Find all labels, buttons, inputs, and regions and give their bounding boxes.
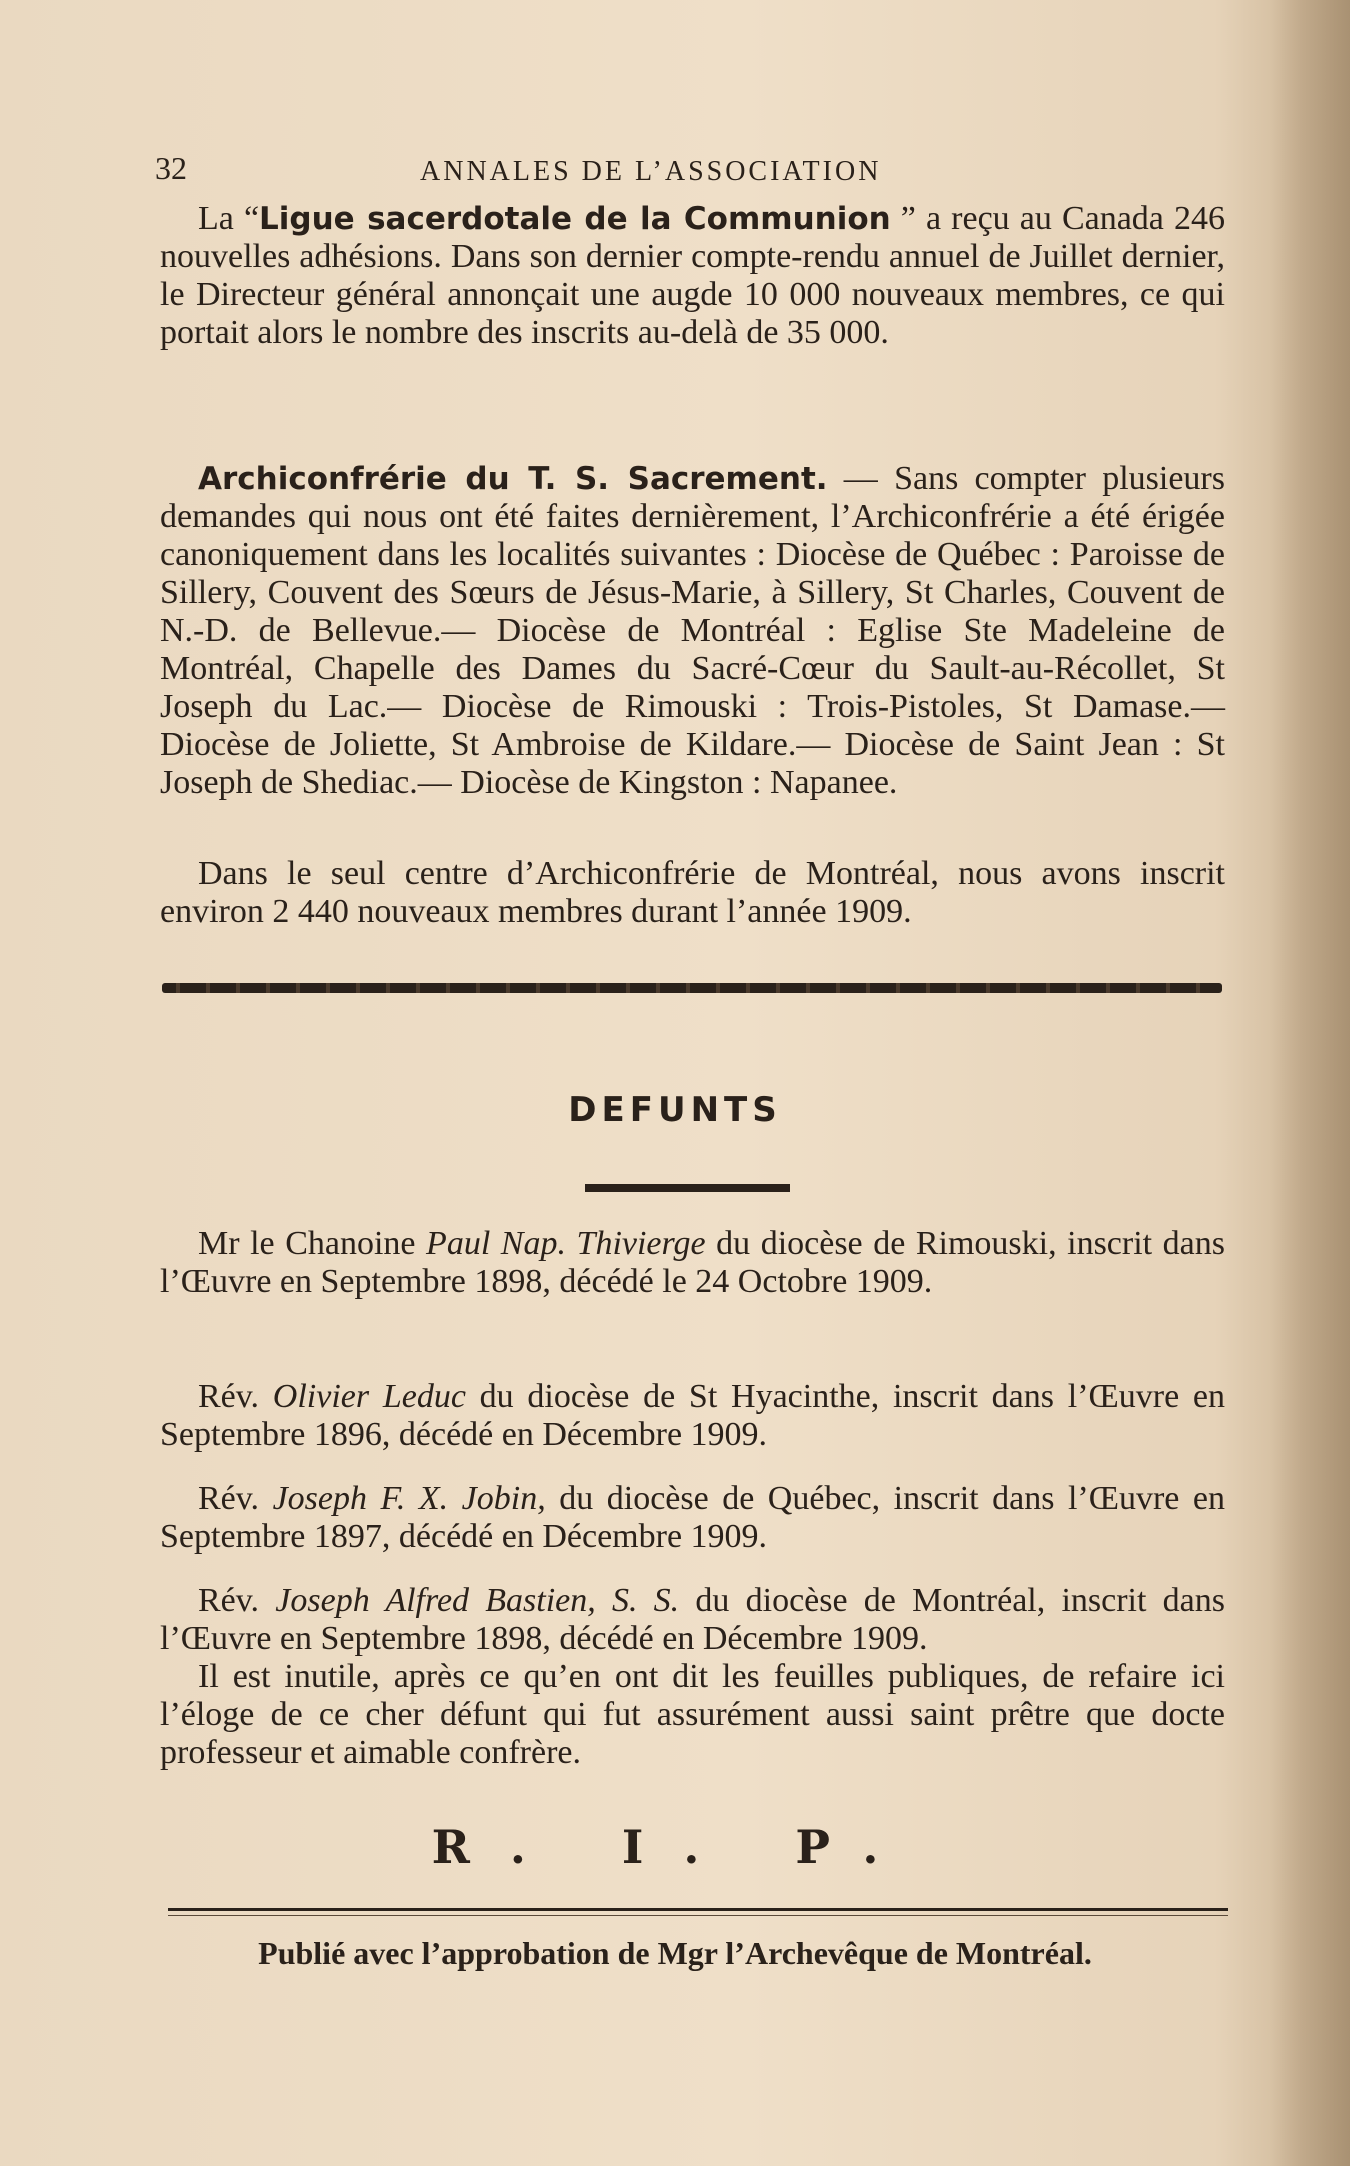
defunt-details: du diocèse de St Hyacinthe, inscrit dans l’Œuvre en Septembre 1896, décédé en Décembre 1909. [160, 1378, 1225, 1453]
paragraph-archiconfrerie [160, 460, 1225, 802]
defunt-entry [160, 1378, 1225, 1454]
defunt-entry [160, 1225, 1225, 1301]
defunt-name: Joseph F. X. Jobin, [272, 1480, 546, 1517]
section-underline [585, 1184, 790, 1192]
paragraph-archiconfrerie-body: — Sans compter plusieurs demandes qui nous ont été faites dernièrement, l’Archiconfrérie a été érigée canoniquement dans les localités suivantes : Diocèse de Québec : Paroisse de Sillery, Couvent des Sœurs de Jésus-Marie, à Sillery, St Charles, Couvent de N.-D. de Bellevue.— Diocèse de Montréal : Eglise Ste Madeleine de Montréal, Chapelle des Dames du Sacré-Cœur du Sault-au-Récollet, St Joseph du Lac.— Diocèse de Rimouski : Trois-Pistoles, St Damase.— Diocèse de Joliette, St Ambroise de Kildare.— Diocèse de Saint Jean : St Joseph de Shediac.— Diocèse de Kingston : Napanee. [160, 460, 1225, 801]
defunt-entry [160, 1480, 1225, 1556]
paragraph-ligue-body: ” a reçu au Canada 246 nouvelles adhésions. Dans son dernier compte-rendu annuel de Juillet dernier, le Directeur général annonçait une augde 10 000 nouveaux membres, ce qui portait alors le nombre des inscrits au-delà de 35 000. [160, 200, 1225, 351]
defunt-details: du diocèse de Rimouski, inscrit dans l’Œuvre en Septembre 1898, décédé le 24 Octobre 1909. [160, 1225, 1225, 1300]
defunt-title: Mr le Chanoine [198, 1225, 427, 1262]
defunt-name: Joseph Alfred Bastien, S. S. [275, 1582, 680, 1619]
defunt-eulogy: Il est inutile, après ce qu’en ont dit les feuilles publiques, de refaire ici l’éloge de ce cher défunt qui fut assurément aussi saint prêtre que docte professeur et aimable confrère. [160, 1658, 1225, 1771]
imprimatur-note: Publié avec l’approbation de Mgr l’Archevêque de Montréal. [258, 1935, 1092, 1971]
defunt-entry [160, 1582, 1225, 1772]
page-number: 32 [155, 150, 187, 186]
defunt-name: Olivier Leduc [272, 1378, 466, 1415]
paragraph-ligue [160, 200, 1225, 352]
footer-rule-thin [168, 1915, 1228, 1916]
rip-inscription: R. I. P. [431, 1820, 919, 1874]
defunt-details: du diocèse de Montréal, inscrit dans l’Œuvre en Septembre 1898, décédé en Décembre 1909. [160, 1582, 1225, 1657]
ornamental-divider [162, 983, 1222, 993]
defunt-name: Paul Nap. Thivierge [426, 1225, 706, 1262]
section-title-defunts: DEFUNTS [568, 1090, 782, 1130]
running-title: ANNALES DE L’ASSOCIATION [420, 156, 882, 187]
paragraph-montreal-centre [160, 855, 1225, 931]
footer-rule [168, 1908, 1228, 1911]
paragraph-ligue-lead: La “ [198, 200, 260, 237]
paragraph-archiconfrerie-heading: Archiconfrérie du T. S. Sacrement. [198, 461, 828, 497]
defunt-title: Rév. [198, 1378, 273, 1415]
paragraph-ligue-heading: Ligue sacerdotale de la Communion [259, 201, 891, 237]
page-header [155, 150, 1225, 190]
defunt-details: du diocèse de Québec, inscrit dans l’Œuvre en Septembre 1897, décédé en Décembre 1909. [160, 1480, 1225, 1555]
paragraph-montreal-centre-text: Dans le seul centre d’Archiconfrérie de Montréal, nous avons inscrit environ 2 440 nouveaux membres durant l’année 1909. [160, 855, 1225, 930]
defunt-title: Rév. [198, 1480, 273, 1517]
defunt-title: Rév. [198, 1582, 276, 1619]
